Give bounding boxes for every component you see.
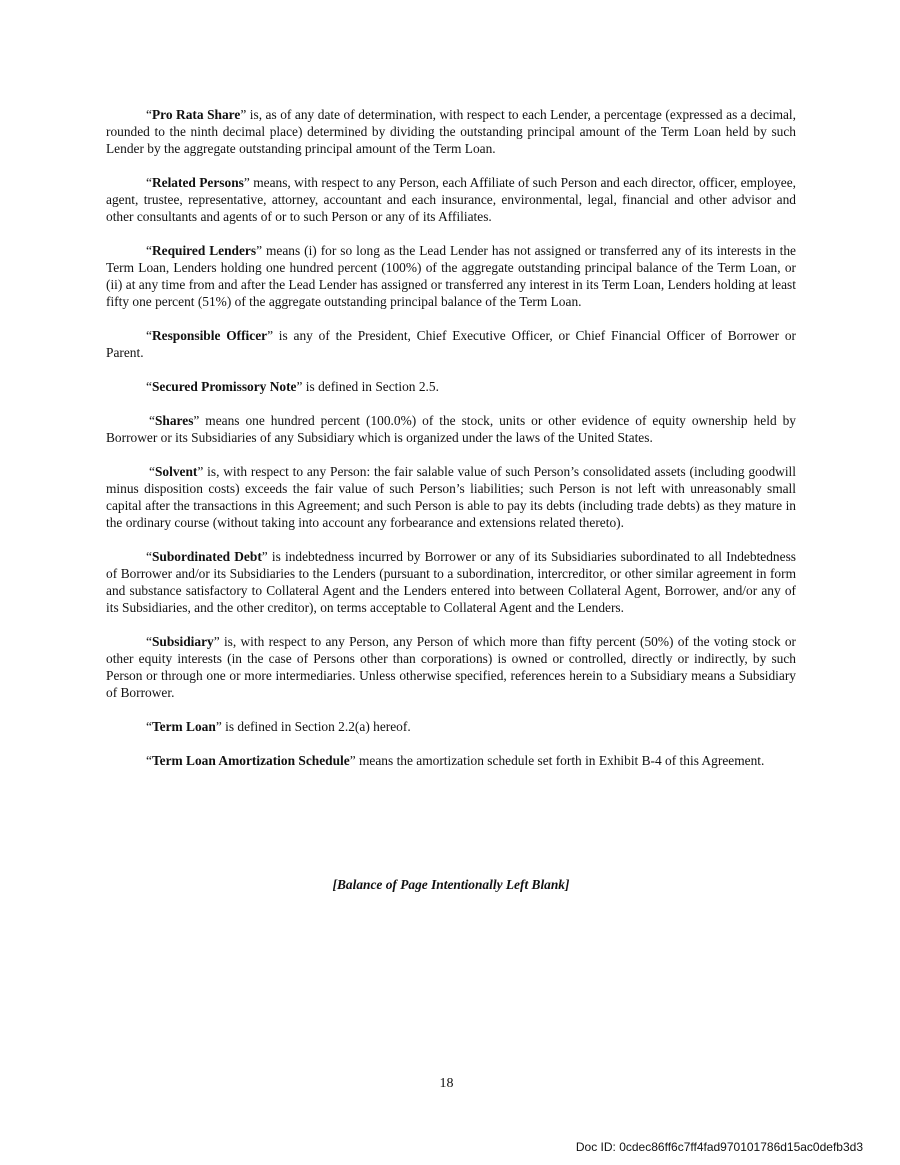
- page-number: 18: [439, 1076, 454, 1091]
- defined-term: Required Lenders: [151, 243, 257, 258]
- defined-term: Subordinated Debt: [151, 549, 262, 564]
- open-quote: “: [149, 464, 155, 479]
- definition-text: ” is any of the President, Chief Executive Officer, or Chief Financial Officer of Borrower or Parent.: [106, 328, 796, 360]
- defined-term: Related Persons: [151, 175, 244, 190]
- open-quote: “: [146, 175, 152, 190]
- defined-term: Solvent: [154, 464, 198, 479]
- definitions-section: [106, 106, 796, 786]
- definition-text: ” is, with respect to any Person: the fair salable value of such Person’s consolidated assets (including goodwill minus disposition costs) exceeds the fair value of such Person’s liabilities; such Person is not left with unreasonably small capital after the transactions in this Agreement; and such Person is able to pay its debts (including trade debts) as they mature in the ordinary course (without taking into account any forbearance and extensions related thereto).: [106, 464, 796, 530]
- defined-term: Pro Rata Share: [151, 107, 241, 122]
- definition-text: ” is defined in Section 2.2(a) hereof.: [215, 719, 411, 734]
- definition-text: ” means (i) for so long as the Lead Lender has not assigned or transferred any of its interests in the Term Loan, Lenders holding one hundred percent (100%) of the aggregate outstanding principal balance of the Term Loan, or (ii) at any time from and after the Lead Lender has assigned or transferred any interest in its Term Loan, Lenders holding at least fifty one percent (51%) of the aggregate outstanding principal balance of the Term Loan.: [106, 243, 796, 309]
- definition-subordinated-debt: [106, 548, 796, 616]
- definition-required-lenders: [106, 242, 796, 310]
- open-quote: “: [146, 549, 152, 564]
- definition-text: ” means one hundred percent (100.0%) of the stock, units or other evidence of equity ownership held by Borrower or its Subsidiaries of any Subsidiary which is organized under the laws of the United States.: [106, 413, 796, 445]
- open-quote: “: [149, 413, 155, 428]
- defined-term: Term Loan: [151, 719, 216, 734]
- open-quote: “: [146, 379, 152, 394]
- definition-text: ” means the amortization schedule set forth in Exhibit B-4 of this Agreement.: [349, 753, 765, 768]
- definition-term-loan-amortization-schedule: [106, 752, 796, 769]
- definition-related-persons: [106, 174, 796, 225]
- open-quote: “: [146, 634, 152, 649]
- defined-term: Responsible Officer: [151, 328, 268, 343]
- definition-solvent: [106, 463, 796, 531]
- open-quote: “: [146, 753, 152, 768]
- definition-term-loan: [106, 718, 796, 735]
- definition-text: ” is, with respect to any Person, any Person of which more than fifty percent (50%) of the voting stock or other equity interests (in the case of Persons other than corporations) is owned or controlled, directly or indirectly, by such Person or through one or more intermediaries. Unless otherwise specified, references herein to a Subsidiary means a Subsidiary of Borrower.: [106, 634, 796, 700]
- open-quote: “: [146, 243, 152, 258]
- definition-pro-rata-share: [106, 106, 796, 157]
- balance-left-blank-note: [Balance of Page Intentionally Left Blank]: [332, 877, 570, 892]
- definition-text: ” means, with respect to any Person, each Affiliate of such Person and each director, officer, employee, agent, trustee, representative, attorney, accountant and each insurance, environmental, legal, financial and other advisor and other consultants and agents of or to such Person or any of its Affiliates.: [106, 175, 797, 224]
- document-id-footer: Doc ID: 0cdec86ff6c7ff4fad970101786d15ac0defb3d3: [575, 1140, 863, 1154]
- defined-term: Term Loan Amortization Schedule: [151, 753, 350, 768]
- definition-responsible-officer: [106, 327, 796, 361]
- definition-secured-promissory-note: [106, 378, 796, 395]
- open-quote: “: [146, 719, 152, 734]
- definition-shares: [106, 412, 796, 446]
- defined-term: Subsidiary: [151, 634, 214, 649]
- defined-term: Shares: [154, 413, 194, 428]
- open-quote: “: [146, 107, 152, 122]
- definition-text: ” is defined in Section 2.5.: [296, 379, 439, 394]
- open-quote: “: [146, 328, 152, 343]
- definition-text: ” is indebtedness incurred by Borrower or any of its Subsidiaries subordinated to all Indebtedness of Borrower and/or its Subsidiaries to the Lenders (pursuant to a subordination, intercreditor, or other similar agreement in form and substance satisfactory to Collateral Agent and the Lenders entered into between Collateral Agent, Borrower, and/or any of its Subsidiaries, and the other creditor), on terms acceptable to Collateral Agent and the Lenders.: [106, 549, 796, 615]
- definition-subsidiary: [106, 633, 796, 701]
- definition-text: ” is, as of any date of determination, with respect to each Lender, a percentage (expressed as a decimal, rounded to the ninth decimal place) determined by dividing the outstanding principal amount of the Term Loan held by such Lender by the aggregate outstanding principal amount of the Term Loan.: [106, 107, 796, 156]
- defined-term: Secured Promissory Note: [151, 379, 297, 394]
